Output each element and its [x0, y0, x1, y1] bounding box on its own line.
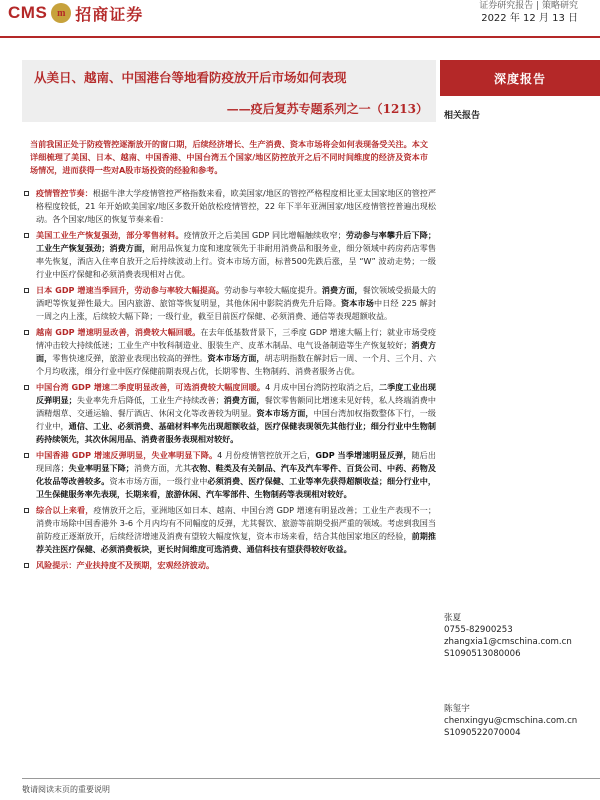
- bullet-text-segment: 失业率明显下降；: [68, 463, 134, 473]
- report-kind-label: 深度报告: [493, 71, 546, 86]
- bullet-square-icon: [24, 233, 29, 238]
- report-kind-badge: [440, 60, 600, 96]
- bullet-text-segment: 根据牛津大学疫情管控严格指数来看，欧美国家/地区的管控严格程度相比亚太国家地区的管控严格程度较低，21 年开始欧美国家/地区多数开始放松疫情管控，22 年下半年亚洲国家/地区疫情管控普遍出现松动。各个国家/地区的恢复节奏来看：: [36, 188, 436, 224]
- bullet-text-segment: 通信、工业、必须消费、基础材料率先出现超额收益，医疗保健表现领先其他行业；细分行业中生物制药持续领先，其次休闲用品、消费者服务表现相对较好。: [36, 421, 436, 444]
- logo-text-en: CMS: [8, 3, 48, 22]
- bullet-item: [22, 559, 436, 572]
- bullet-text-segment: 失业率先升后降低，工业生产持续改善；: [76, 395, 224, 405]
- bullet-text-segment: 胡志明指数在解封后一周、一个月、三个月、六个月均收涨，细分行业中医疗保健前期表现占优，长期零售、生物制药、消费者服务占优。: [36, 353, 436, 376]
- analyst-phone: 0755-82900253: [444, 625, 513, 635]
- bullet-square-icon: [24, 288, 29, 293]
- bullet-square-icon: [24, 385, 29, 390]
- bullet-text-segment: 疫情管控节奏：: [36, 188, 93, 198]
- bullet-square-icon: [24, 191, 29, 196]
- footer-note: 敬请阅读末页的重要说明: [22, 785, 110, 794]
- company-logo: [8, 0, 143, 26]
- bullet-text-segment: 疫情放开之后美国 GDP 同比增幅触续收窄；: [183, 230, 346, 240]
- bullet-text-segment: 4 月成中国台湾防控取消之后，: [265, 382, 379, 392]
- bullet-text-segment: 衣物、鞋类及有关制品、汽车及汽车零件、百货公司、中药、药物及化妆品等改善较多。: [36, 463, 436, 486]
- bullet-square-icon: [24, 453, 29, 458]
- bullet-item: [22, 381, 436, 446]
- bullet-text-segment: 必须消费、医疗保健、工业等率先获得超额收益；细分行业中，卫生保健服务率先表现，长期来看，旅游休闲、汽车零部件、生物制药等表现相对较好。: [36, 476, 436, 499]
- bullet-text-segment: 劳动参与率较大幅度提升。: [224, 285, 322, 295]
- bullet-text-segment: 风险提示：产业扶持度不及预期，宏观经济波动。: [36, 560, 215, 570]
- bullet-text-segment: 越南 GDP 增速明显改善，消费较大幅回暖。: [36, 327, 201, 337]
- bullet-square-icon: [24, 330, 29, 335]
- bullet-list: [22, 187, 436, 572]
- bullet-text-segment: 美国工业生产恢复强劲，部分零售材料。: [36, 230, 184, 240]
- bullet-text-segment: 消费方面，尤其: [133, 463, 192, 473]
- bullet-text-segment: 消费方面，: [223, 395, 265, 405]
- related-reports-heading: 相关报告: [444, 111, 481, 121]
- bullet-text-segment: 中国香港 GDP 增速反弹明显，失业率明显下降。: [36, 450, 218, 460]
- bullet-text-segment: 在去年低基数背景下，三季度 GDP 增速大幅上行；就业市场受疫情冲击较大持续低迷；工业生产中牧科制造业、服装生产、皮革木制品、电气设备制造等生产恢复较好；: [36, 327, 436, 350]
- bullet-text-segment: 日本 GDP 增速当季回升，劳动参与率较大幅提高。: [36, 285, 225, 295]
- bullet-square-icon: [24, 508, 29, 513]
- analyst-name: 陈玺宇: [444, 704, 470, 714]
- bullet-text-segment: 零售快速反弹，旅游业表现出较高的弹性。: [52, 353, 208, 363]
- analyst-license: S1090522070004: [444, 728, 521, 738]
- analyst-email[interactable]: zhangxia1@cmschina.com.cn: [444, 637, 572, 647]
- bullet-text-segment: 资本市场方面，一级行业中: [109, 476, 208, 486]
- logo-emblem-icon: [51, 3, 71, 23]
- bullet-text-segment: 4 月份疫情管控放开之后，: [217, 450, 316, 460]
- logo-mark: m: [57, 7, 66, 19]
- main-content: [22, 138, 436, 575]
- report-type: 证券研究报告 | 策略研究: [479, 1, 578, 11]
- bullet-square-icon: [24, 563, 29, 568]
- bullet-text-segment: 消费方面，: [321, 285, 363, 295]
- logo-text-cn: 招商证券: [75, 4, 144, 24]
- bullet-item: [22, 187, 436, 226]
- report-title: 从美日、越南、中国港台等地看防疫放开后市场如何表现: [34, 70, 347, 85]
- bullet-text-segment: 餐饮领域受损最大的酒吧等恢复弹性最大。国内旅游、旅馆等恢复明显，其他休闲中影院消费先升后降。: [36, 285, 436, 308]
- analyst-card-1: [444, 612, 594, 660]
- bullet-text-segment: 中日经 225 解封一周之内上涨，后续较大幅下降；一级行业，截至目前医疗保健、必须消费、通信等表现超额收益。: [36, 298, 436, 321]
- report-subtitle: ——疫后复苏专题系列之一（1213）: [226, 102, 428, 116]
- bullet-text-segment: 二季度工业出现反弹明显；: [36, 382, 436, 405]
- bullet-item: [22, 449, 436, 501]
- bullet-item: [22, 229, 436, 281]
- bullet-item: [22, 284, 436, 323]
- report-date: 2022 年 12 月 13 日: [481, 13, 578, 24]
- bullet-text-segment: 消费方面，: [36, 340, 436, 363]
- analyst-name: 张夏: [444, 613, 462, 623]
- analyst-email[interactable]: chenxingyu@cmschina.com.cn: [444, 716, 578, 726]
- bullet-text-segment: 资本市场: [341, 298, 375, 308]
- bullet-text-segment: 资本市场方面，: [207, 353, 265, 363]
- header-divider: [0, 36, 600, 38]
- bullet-text-segment: 资本市场方面，: [256, 408, 314, 418]
- bullet-text-segment: 疫情放开之后，亚洲地区如日本、越南、中国台湾 GDP 增速有明显改善；工业生产表现不一；消费市场除中国香港外 3-6 个月内均有不同幅度的反弹，尤其餐饮、旅游等前期受损严重的领域。考虑到我国当前防疫正逐渐放开，后续经济增速及消费有望较大幅度恢复，资本市场来看，结合其他国家地区的经验，: [36, 505, 436, 541]
- bullet-text-segment: 耐用品恢复力度和速度领先于非耐用消费品和服务业，细分领域中药房药店零售率先恢复，酒店入住率自放开之后持续波动上行。资本市场方面，标普500先跌后涨，呈 “W” 波动走势；一级行业中医疗保健和必须消费表现相对占优。: [36, 243, 436, 279]
- bullet-text-segment: GDP 当季增速明显反弹，: [315, 450, 412, 460]
- bullet-text-segment: 前期推荐关注医疗保健、必须消费板块，更长时间维度可选消费、通信科技有望获得较好收益。: [36, 531, 436, 554]
- bullet-text-segment: 餐饮零售额同比增速未见好转，私人终端消费中酒精烟草、交通运输、餐厅酒店、休闲文化等改善较为明显。: [36, 395, 436, 418]
- analyst-license: S1090513080006: [444, 649, 521, 659]
- abstract: 当前我国正处于防疫管控逐渐放开的窗口期，后续经济增长、生产消费、资本市场将会如何表现备受关注。本文详细梳理了美国、日本、越南、中国香港、中国台湾五个国家/地区防控放开之后不同时间维度的经济及资本市场情况，进而获得一些对A股市场投资的经验和参考。: [30, 139, 428, 175]
- bullet-text-segment: 中国台湾加权指数整体下行，一级行业中，: [36, 408, 436, 431]
- bullet-item: [22, 504, 436, 556]
- bullet-text-segment: 中国台湾 GDP 增速二季度明显改善，可选消费较大幅度回暖。: [36, 382, 266, 392]
- footer-divider: [22, 778, 600, 779]
- analyst-card-2: [444, 703, 594, 739]
- bullet-text-segment: 综合以上来看，: [36, 505, 94, 515]
- bullet-text-segment: 随后出现回落；: [36, 450, 436, 473]
- bullet-item: [22, 326, 436, 378]
- bullet-text-segment: 劳动参与率攀升后下降；工业生产恢复强劲；消费方面，: [36, 230, 436, 253]
